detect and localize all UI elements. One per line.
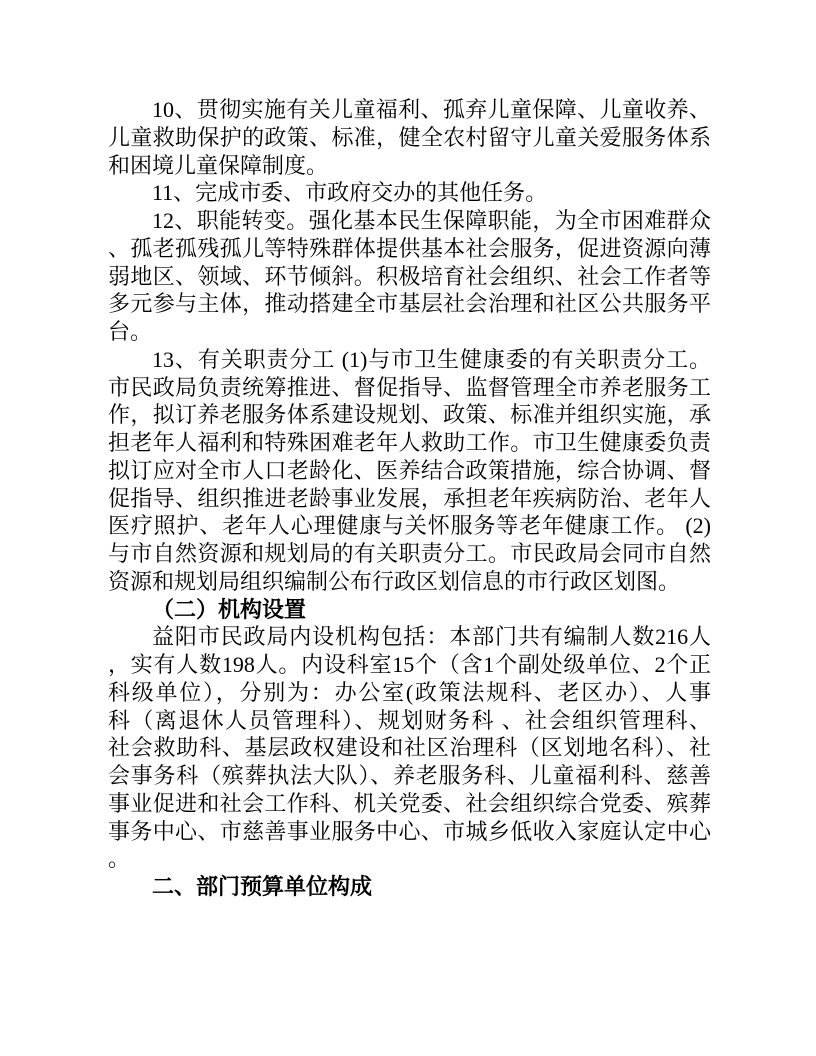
text-line: 作，拟订养老服务体系建设规划、政策、标准并组织实施，承 xyxy=(108,402,711,428)
paragraph-item-13 xyxy=(108,346,711,596)
paragraph-item-12 xyxy=(108,207,711,346)
text-line: 弱地区、领域、环节倾斜。积极培育社会组织、社会工作者等 xyxy=(108,263,711,289)
paragraph-organization-detail xyxy=(108,623,711,873)
section-heading-budget-units xyxy=(108,873,711,901)
text-line: 科（离退休人员管理科）、规划财务科 、社会组织管理科、 xyxy=(108,707,711,733)
text-line: 儿童救助保护的政策、标准，健全农村留守儿童关爱服务体系 xyxy=(108,124,711,150)
text-line: 12、职能转变。强化基本民生保障职能，为全市困难群众 xyxy=(152,208,711,233)
heading-line: 二、部门预算单位构成 xyxy=(152,874,373,899)
document-content xyxy=(108,96,711,901)
text-line: 拟订应对全市人口老龄化、医养结合政策措施，综合协调、督 xyxy=(108,457,711,483)
text-line: 台。 xyxy=(108,319,153,344)
text-line: 、孤老孤残孤儿等特殊群体提供基本社会服务，促进资源向薄 xyxy=(108,235,711,261)
text-line: 益阳市民政局内设机构包括：本部门共有编制人数216人 xyxy=(152,624,711,650)
text-line: 和困境儿童保障制度。 xyxy=(108,152,329,178)
text-line: 11、完成市委、市政府交办的其他任务。 xyxy=(152,180,548,206)
text-line: 与市自然资源和规划局的有关职责分工。市民政局会同市自然 xyxy=(108,541,711,566)
text-line: ，实有人数198人。内设科室15个（含1个副处级单位、2个正 xyxy=(108,652,711,677)
paragraph-item-10 xyxy=(108,96,711,179)
text-line: 担老年人福利和特殊困难老年人救助工作。市卫生健康委负责 xyxy=(108,430,711,455)
text-line: 资源和规划局组织编制公布行政区划信息的市行政区划图。 xyxy=(108,568,681,594)
heading-line: （二）机构设置 xyxy=(152,596,307,622)
text-line: 。 xyxy=(108,846,131,872)
text-line: 科级单位），分别为：办公室(政策法规科、老区办）、人事 xyxy=(108,679,711,705)
text-line: 会事务科（殡葬执法大队）、养老服务科、儿童福利科、慈善 xyxy=(108,763,711,788)
text-line: 13、有关职责分工 (1)与市卫生健康委的有关职责分工。 xyxy=(152,346,711,372)
text-line: 事务中心、市慈善事业服务中心、市城乡低收入家庭认定中心 xyxy=(108,818,711,844)
text-line: 医疗照护、老年人心理健康与关怀服务等老年健康工作。 (2) xyxy=(108,513,711,539)
section-heading-organization xyxy=(108,596,711,624)
text-line: 市民政局负责统筹推进、督促指导、监督管理全市养老服务工 xyxy=(108,374,711,400)
text-line: 事业促进和社会工作科、机关党委、社会组织综合党委、殡葬 xyxy=(108,790,711,816)
paragraph-item-11 xyxy=(108,179,711,207)
text-line: 促指导、组织推进老龄事业发展，承担老年疾病防治、老年人 xyxy=(108,485,711,511)
text-line: 多元参与主体，推动搭建全市基层社会治理和社区公共服务平 xyxy=(108,291,711,317)
text-line: 社会救助科、基层政权建设和社区治理科（区划地名科）、社 xyxy=(108,735,711,761)
text-line: 10、贯彻实施有关儿童福利、孤弃儿童保障、儿童收养、 xyxy=(152,97,711,122)
